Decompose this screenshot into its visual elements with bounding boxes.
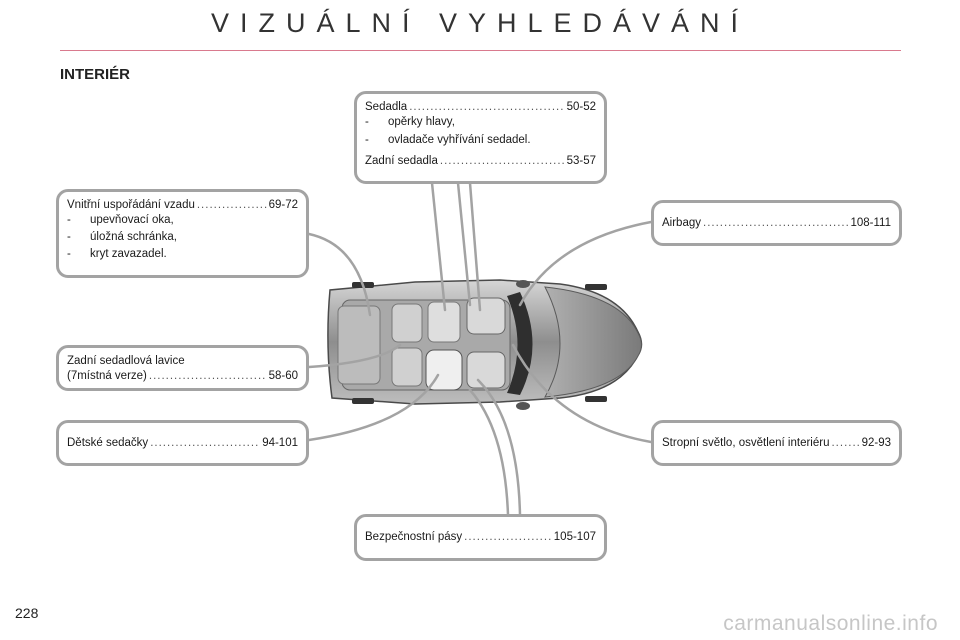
entry-rear-bench[interactable] bbox=[67, 369, 298, 384]
entry-label: Zadní sedadla bbox=[365, 155, 438, 167]
callout-airbags bbox=[651, 200, 902, 246]
seat-rear-bottom bbox=[392, 348, 422, 386]
entry-airbags[interactable] bbox=[662, 216, 891, 231]
car-boot bbox=[338, 306, 380, 384]
section-title: INTERIÉR bbox=[60, 66, 131, 83]
seat-rear-top bbox=[392, 304, 422, 342]
entry-page[interactable]: 94-101 bbox=[262, 437, 298, 449]
entry-page[interactable]: 69-72 bbox=[268, 199, 298, 211]
mirror-top bbox=[516, 280, 530, 288]
leader-dots bbox=[703, 216, 849, 231]
entry-label: Sedadla bbox=[365, 101, 408, 113]
mirror-bottom bbox=[516, 402, 530, 410]
entry-page[interactable]: 58-60 bbox=[268, 370, 298, 382]
entry-label: Vnitřní uspořádání vzadu bbox=[67, 199, 195, 211]
entry-label: Dětské sedačky bbox=[67, 437, 149, 449]
entry-label: Stropní světlo, osvětlení interiéru bbox=[662, 437, 830, 449]
leader-dots bbox=[440, 154, 565, 169]
list-item: - kryt zavazadel. bbox=[67, 248, 167, 260]
leader-dots bbox=[149, 369, 267, 384]
entry-page[interactable]: 92-93 bbox=[861, 437, 891, 449]
entry-line: Zadní sedadlová lavice bbox=[67, 355, 185, 367]
entry-seats[interactable] bbox=[365, 100, 596, 115]
entry-page[interactable]: 53-57 bbox=[566, 155, 596, 167]
page-title: VIZUÁLNÍ VYHLEDÁVÁNÍ bbox=[210, 8, 750, 38]
callout-rear-interior bbox=[56, 189, 309, 278]
entry-page[interactable]: 105-107 bbox=[553, 531, 596, 543]
leader-dots bbox=[831, 436, 859, 451]
leader-dots bbox=[409, 100, 564, 115]
wheel-front-bottom bbox=[585, 396, 607, 402]
wheel-front-top bbox=[585, 284, 607, 290]
leader-dots bbox=[197, 198, 267, 213]
wheel-rear-bottom bbox=[352, 398, 374, 404]
entry-page[interactable]: 50-52 bbox=[566, 101, 596, 113]
entry-child-seats[interactable] bbox=[67, 436, 298, 451]
list-item: - upevňovací oka, bbox=[67, 214, 174, 226]
leader-dots bbox=[150, 436, 260, 451]
entry-rear-seats[interactable] bbox=[365, 154, 596, 169]
callout-seat-belts bbox=[354, 514, 607, 561]
leader-belts-1 bbox=[470, 390, 508, 515]
seat-front-right bbox=[467, 352, 505, 388]
list-item: - opěrky hlavy, bbox=[365, 116, 455, 128]
list-item: - úložná schránka, bbox=[67, 231, 177, 243]
leader-dots bbox=[464, 530, 552, 545]
watermark: carmanualsonline.info bbox=[723, 612, 938, 635]
seat-front-left bbox=[467, 298, 505, 334]
entry-label: Bezpečnostní pásy bbox=[365, 531, 463, 543]
entry-label: Airbagy bbox=[662, 217, 701, 229]
list-item: - ovladače vyhřívání sedadel. bbox=[365, 134, 531, 146]
callout-interior-lights bbox=[651, 420, 902, 466]
callout-child-seats bbox=[56, 420, 309, 466]
callout-rear-bench bbox=[56, 345, 309, 391]
entry-interior-lights[interactable] bbox=[662, 436, 891, 451]
entry-page[interactable]: 108-111 bbox=[850, 217, 891, 229]
entry-rear-interior[interactable] bbox=[67, 198, 298, 213]
page-number: 228 bbox=[15, 605, 39, 621]
entry-label: (7místná verze) bbox=[67, 370, 147, 382]
callout-seats bbox=[354, 91, 607, 184]
entry-seat-belts[interactable] bbox=[365, 530, 596, 545]
